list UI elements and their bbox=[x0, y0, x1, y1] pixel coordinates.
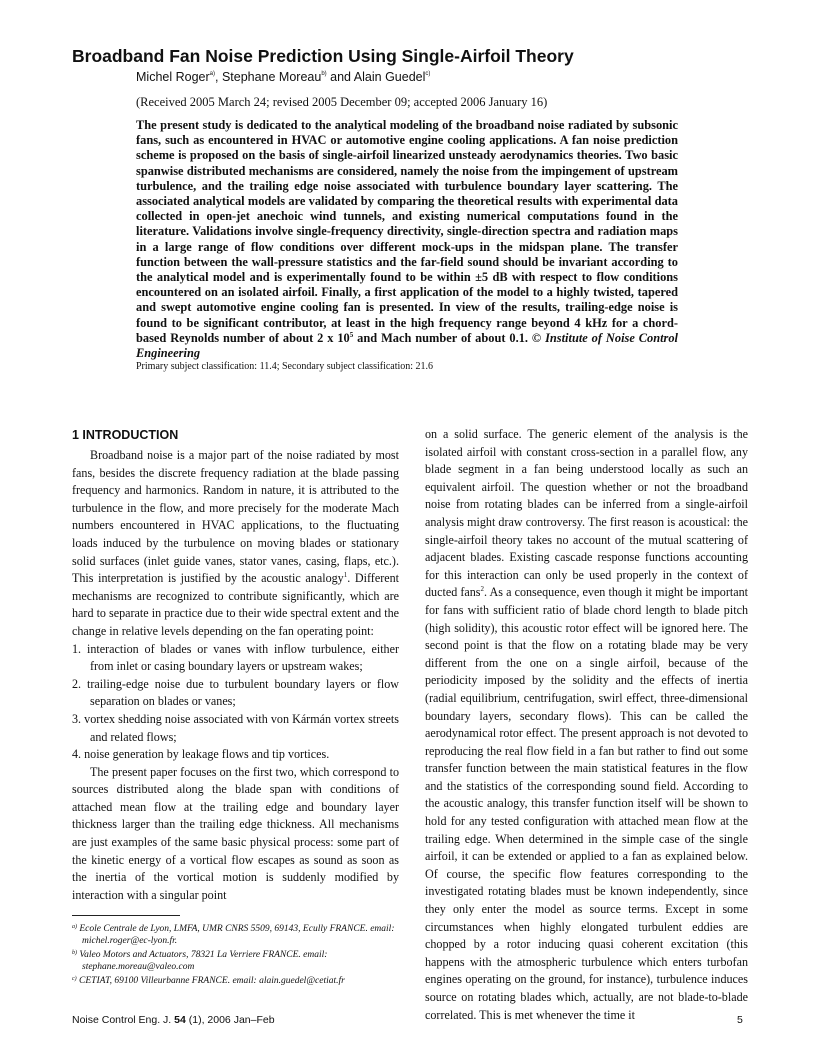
list-item: 2. trailing-edge noise due to turbulent boundary layers or flow separation on blades or vanes; bbox=[72, 676, 399, 709]
author-name: Stephane Moreau bbox=[221, 70, 322, 84]
paragraph-text: Broadband noise is a major part of the noise radiated by most fans, besides the discrete frequency radiation at the blade passing frequency and harmonics. Random in nature, it is attributed to the turbulence in the flow, and more precisely for the moderate Mach numbers encountered in HVAC applications, to the fluctuating loads induced by the turbulence on moving blades or stationary solid surfaces (inlet guide vanes, stator vanes, casing, flaps, etc.). This interpretation is justified by the acoustic analogy bbox=[72, 448, 399, 586]
paragraph-text: . As a consequence, even though it might be important for fans with sufficient ratio of blade chord length to blade pitch (high solidity), this acoustic rotor effect will be ignored here. The second point is that the flow on a rotating blade may be very different from the one on a single airfoil, because of the periodicity imposed by the solidity and the effects of inertia (radial equilibrium, centrifugation, swirl effect, three-dimensional boundary layers, secondary flows). This can be called the aerodynamical rotor effect. The present approach is not devoted to reproducing the real flow field in a fan but rather to find out some transfer function between the main statistical features in the flow and the statistics of the corresponding sound field. According to the acoustic analogy, this transfer function itself will be shown to hold for any tested configuration with attached mean flow at the trailing edge. When determined in the simple case of the single airfoil, it can be extended or applied to a fan as explained below. Of course, the specific flow features corresponding to the investigated rotating blades must be known independently, since they only enter the model as source terms. Except in some circumstances when highly elongated turbulent eddies are chopped by a rotor inducing quasi coherent excitation (this happens with the atmospheric turbulence which enters turbofan engines operating on the ground, for instance), turbulence induces source on rotating blades which, actually, are not blade-to-blade correlated. This is met whenever the time it bbox=[425, 585, 748, 1022]
paragraph bbox=[72, 447, 399, 641]
list-item: 1. interaction of blades or vanes with inflow turbulence, either from inlet or casing boundary layers or upstream wakes; bbox=[72, 641, 399, 674]
paragraph: The present paper focuses on the first two, which correspond to sources distributed along the blade span with conditions of attached mean flow at the trailing edge and boundary layer thickness larger than the trailing edge thickness. All mechanisms are just examples of the same basic physical process: some part of the kinetic energy of a vortical flow escapes as sound as soon as the inertia of the vortical motion is suddenly modified by interaction with a singular point bbox=[72, 764, 399, 902]
paragraph bbox=[425, 426, 748, 1024]
section-heading: 1 INTRODUCTION bbox=[72, 428, 179, 442]
list-item: 4. noise generation by leakage flows and tip vortices. bbox=[72, 747, 330, 762]
author-name: Michel Roger bbox=[136, 70, 210, 84]
received-dates: (Received 2005 March 24; revised 2005 December 09; accepted 2006 January 16) bbox=[136, 95, 548, 109]
left-column bbox=[72, 447, 399, 904]
paragraph-text: . Different mechanisms are recognized to contribute significantly, which are hard to separate in practice due to their wide spectral extent and the change in relative levels depending on the fan operating point: bbox=[72, 571, 399, 638]
right-column bbox=[425, 426, 748, 1024]
abstract-exponent: 5 bbox=[349, 330, 354, 339]
footnote-text: Ecole Centrale de Lyon, LMFA, UMR CNRS 5509, 69143, Ecully FRANCE. email: michel.roger@ec-lyon.fr. bbox=[79, 924, 395, 946]
page-number: 5 bbox=[737, 1014, 743, 1026]
abstract-copyright: © Institute of Noise Control Engineering bbox=[136, 330, 678, 361]
paper-title: Broadband Fan Noise Prediction Using Single-Airfoil Theory bbox=[72, 46, 574, 66]
author-affiliation-mark: b) bbox=[321, 71, 327, 77]
footnote-divider bbox=[72, 915, 180, 916]
author-separator: , bbox=[214, 70, 222, 84]
subject-classification: Primary subject classification: 11.4; Secondary subject classification: 21.6 bbox=[136, 361, 434, 372]
footnotes bbox=[72, 921, 402, 987]
journal-volume: 54 bbox=[174, 1014, 186, 1026]
author-name: Alain Guedel bbox=[353, 70, 426, 84]
abstract bbox=[136, 118, 678, 361]
footnote-mark: c) bbox=[72, 976, 77, 982]
reference-mark: 1 bbox=[343, 571, 348, 580]
author-separator: and bbox=[326, 70, 354, 84]
footnote bbox=[72, 947, 402, 973]
footnote bbox=[72, 973, 402, 987]
paragraph-text: on a solid surface. The generic element of the analysis is the isolated airfoil with constant cross-section in a parallel flow, any blade segment in a fan being understood locally as such an equivalent airfoil. The question whether or not the broadband noise from rotating blades can be inferred from a single-airfoil analysis might draw controversy. The first reason is acoustical: the single-airfoil theory takes no account of the mutual scattering of adjacent blades. Existing cascade response functions accounting for this interaction can only be used properly in the context of ducted fans bbox=[425, 427, 748, 600]
author-affiliation-mark: c) bbox=[425, 71, 431, 77]
reference-mark: 2 bbox=[480, 585, 485, 594]
abstract-text: The present study is dedicated to the analytical modeling of the broadband noise radiated by subsonic fans, such as encountered in HVAC or automotive engine cooling applications. A fan noise prediction scheme is proposed on the basis of single-airfoil linearized unsteady aerodynamics theories. Two basic spanwise distributed mechanisms are considered, namely the noise from the impingement of upstream turbulence, and the trailing edge noise associated with turbulence boundary layer scattering. The associated analytical models are validated by comparing the theoretical results with experimental data collected in open-jet anechoic wind tunnels, and existing numerical computations found in the literature. Validations involve single-frequency directivity, single-direction spectra and radiation maps in a large range of flow conditions over different mock-ups in the midspan plane. The transfer function between the wall-pressure statistics and the far-field sound should be invariant according to the analytical model and is experimentally found to be within ±5 dB with respect to flow conditions encountered on an isolated airfoil. Finally, a first application of the model to a highly twisted, tapered and swept automotive engine cooling fan is presented. In view of the results, trailing-edge noise is found to be significant contributor, at least in the high frequency range beyond 4 kHz for a chord-based Reynolds number of about 2 x 10 bbox=[136, 118, 678, 345]
footnote-mark: b) bbox=[72, 950, 77, 956]
abstract-text-end: and Mach number of about 0.1. bbox=[353, 330, 528, 345]
author-list bbox=[136, 70, 430, 84]
journal-name: Noise Control Eng. J. bbox=[72, 1014, 172, 1026]
footnote bbox=[72, 921, 402, 947]
footnote-mark: a) bbox=[72, 924, 77, 930]
footnote-text: Valeo Motors and Actuators, 78321 La Verriere FRANCE. email: stephane.moreau@valeo.com bbox=[79, 950, 328, 972]
journal-issue: (1), 2006 Jan–Feb bbox=[185, 1014, 275, 1026]
author-affiliation-mark: a) bbox=[209, 71, 215, 77]
journal-citation bbox=[72, 1014, 275, 1026]
footnote-text: CETIAT, 69100 Villeurbanne FRANCE. email: alain.guedel@cetiat.fr bbox=[79, 976, 345, 986]
list-item: 3. vortex shedding noise associated with von Kármán vortex streets and related flows; bbox=[72, 711, 399, 744]
